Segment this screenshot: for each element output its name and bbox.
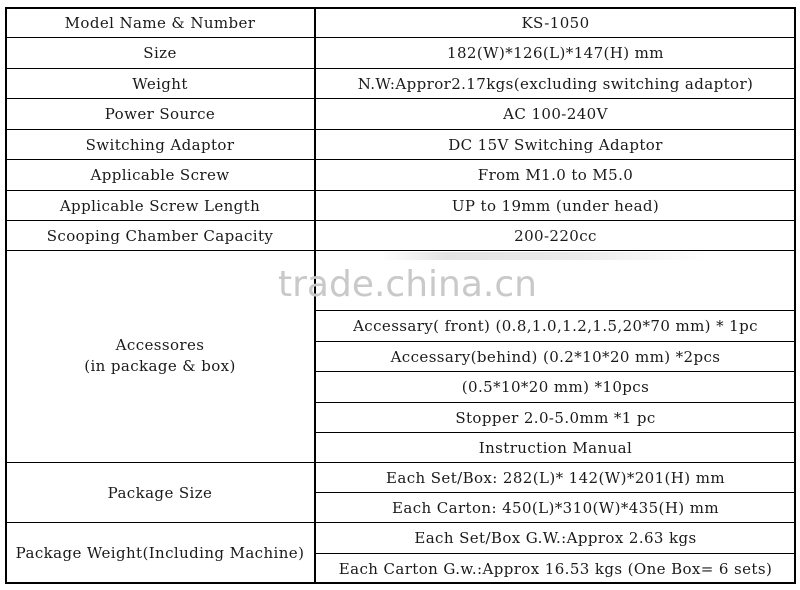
accessories-label-line1: Accessores <box>115 336 205 354</box>
spec-label-size: Size <box>143 44 177 62</box>
accessories-label-line2: (in package & box) <box>84 357 236 375</box>
accessory-item: Instruction Manual <box>478 439 633 457</box>
package-weight-label: Package Weight(Including Machine) <box>15 544 305 562</box>
spec-value-power: AC 100-240V <box>503 105 608 123</box>
spec-label-screw: Applicable Screw <box>90 166 230 184</box>
package-weight-item: Each Carton G.w.:Approx 16.53 kgs (One Box= 6 sets) <box>338 560 773 578</box>
spec-value-adaptor: DC 15V Switching Adaptor <box>448 136 663 154</box>
spec-value-screw-length: UP to 19mm (under head) <box>451 197 660 215</box>
accessories-label <box>5 326 315 386</box>
spec-value-size: 182(W)*126(L)*147(H) mm <box>447 44 664 62</box>
accessory-item: (0.5*10*20 mm) *10pcs <box>461 378 650 396</box>
spec-label-power: Power Source <box>104 105 216 123</box>
spec-value-screw: From M1.0 to M5.0 <box>477 166 634 184</box>
accessory-item: Stopper 2.0-5.0mm *1 pc <box>455 409 656 427</box>
accessory-item: Accessary(behind) (0.2*10*20 mm) *2pcs <box>390 348 721 366</box>
package-weight-item: Each Set/Box G.W.:Approx 2.63 kgs <box>414 529 697 547</box>
package-size-label: Package Size <box>107 484 213 502</box>
spec-value-model: KS-1050 <box>521 14 590 32</box>
spec-value-weight: N.W:Appror2.17kgs(excluding switching adaptor) <box>357 75 754 93</box>
watermark: trade.china.cn <box>278 264 537 305</box>
spec-label-weight: Weight <box>132 75 188 93</box>
package-size-item: Each Set/Box: 282(L)* 142(W)*201(H) mm <box>386 469 725 487</box>
spec-label-adaptor: Switching Adaptor <box>85 136 235 154</box>
spec-label-capacity: Scooping Chamber Capacity <box>46 227 274 245</box>
spec-label-model: Model Name & Number <box>64 14 256 32</box>
accessory-item: Accessary( front) (0.8,1.0,1.2,1.5,20*70 mm) * 1pc <box>353 317 758 335</box>
blurred-row <box>380 252 710 260</box>
spec-value-capacity: 200-220cc <box>514 227 597 245</box>
package-size-item: Each Carton: 450(L)*310(W)*435(H) mm <box>392 499 719 517</box>
spec-label-screw-length: Applicable Screw Length <box>59 197 261 215</box>
